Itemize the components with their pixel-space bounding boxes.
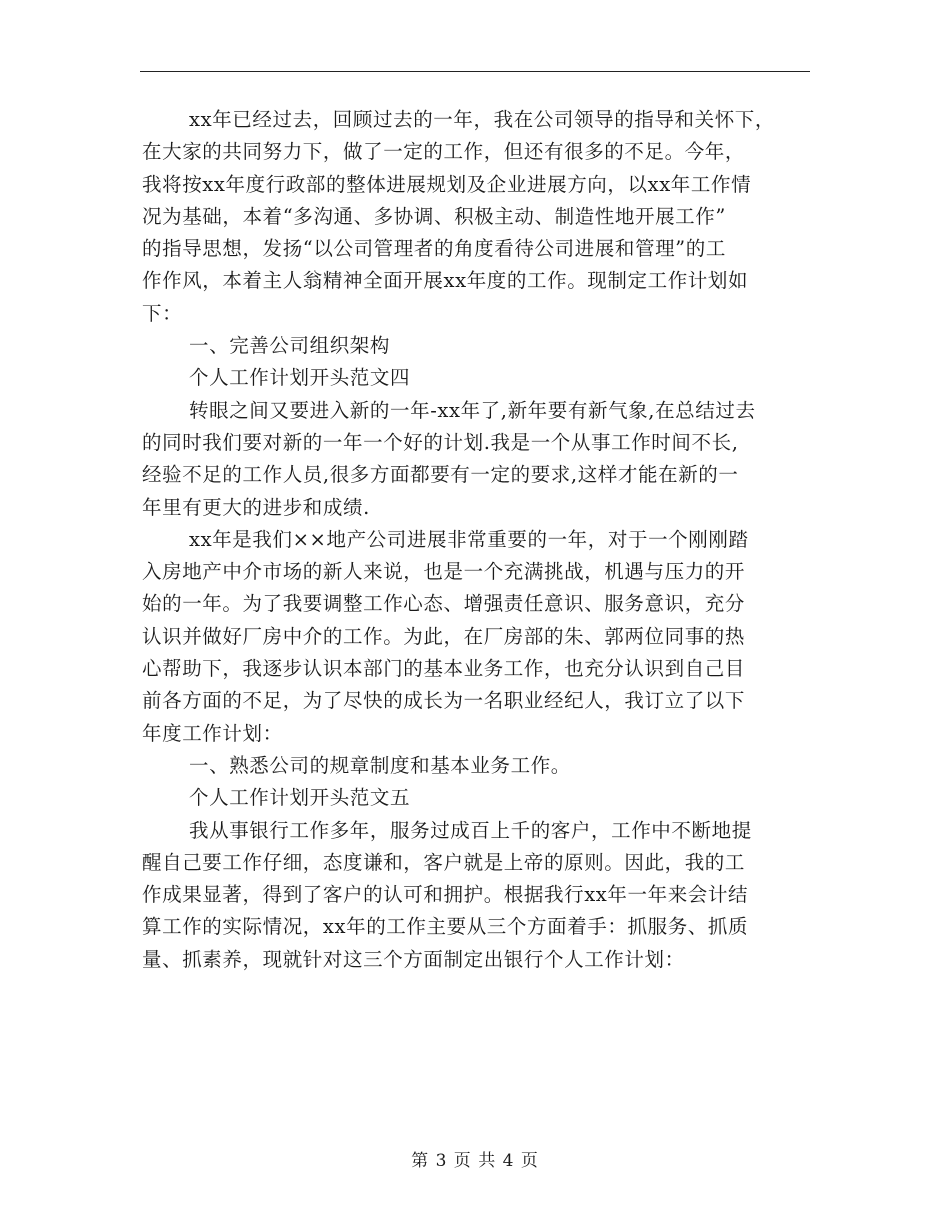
text-line: 年度工作计划： [142,721,283,745]
text-line: 作作风，本着主人翁精神全面开展xx年度的工作。现制定工作计划如 [142,269,749,293]
text-line: xx年已经过去，回顾过去的一年，我在公司领导的指导和关怀下， [189,108,775,131]
text-line: 前各方面的不足，为了尽快的成长为一名职业经纪人，我订立了以下 [142,689,746,713]
text-line: 年里有更大的进步和成绩. [142,495,370,519]
text-line: 作成果显著，得到了客户的认可和拥护。根据我行xx年一年来会计结 [142,883,749,907]
text-line: 算工作的实际情况，xx年的工作主要从三个方面着手：抓服务、抓质 [142,915,749,939]
text-line: 况为基础，本着“多沟通、多协调、积极主动、制造性地开展工作” [142,204,726,228]
text-line: 的指导思想，发扬“以公司管理者的角度看待公司进展和管理”的工 [142,237,726,261]
text-line: 醒自己要工作仔细，态度谦和，客户就是上帝的原则。因此，我的工 [142,850,746,874]
text-line: 一、完善公司组织架构 [189,334,391,358]
text-line: 我从事银行工作多年，服务过成百上千的客户，工作中不断地提 [189,818,752,842]
page-number-footer: 第 3 页 共 4 页 [411,1151,539,1171]
text-line: 始的一年。为了我要调整工作心态、增强责任意识、服务意识，充分 [142,592,746,616]
text-line: 量、抓素养，现就针对这三个方面制定出银行个人工作计划： [142,947,685,971]
document-body [142,104,812,976]
text-line: 认识并做好厂房中介的工作。为此，在厂房部的朱、郭两位同事的热 [142,624,746,648]
text-line: 的同时我们要对新的一年一个好的计划.我是一个从事工作时间不长, [142,430,739,454]
text-line: 在大家的共同努力下，做了一定的工作，但还有很多的不足。今年， [142,140,746,164]
text-line: xx年是我们××地产公司进展非常重要的一年，对于一个刚刚踏 [189,527,749,551]
text-line: 一、熟悉公司的规章制度和基本业务工作。 [189,753,571,777]
text-line: 个人工作计划开头范文五 [189,786,411,810]
text-line: 下： [142,301,183,325]
text-line: 我将按xx年度行政部的整体进展规划及企业进展方向，以xx年工作情 [142,172,752,196]
text-line: 个人工作计划开头范文四 [189,366,411,390]
text-line: 心帮助下，我逐步认识本部门的基本业务工作，也充分认识到自己目 [142,657,746,681]
text-line: 转眼之间又要进入新的一年-xx年了,新年要有新气象,在总结过去 [189,398,756,422]
header-rule [140,71,810,72]
text-line: 入房地产中介市场的新人来说，也是一个充满挑战，机遇与压力的开 [142,560,746,584]
text-line: 经验不足的工作人员,很多方面都要有一定的要求,这样才能在新的一 [142,463,739,487]
